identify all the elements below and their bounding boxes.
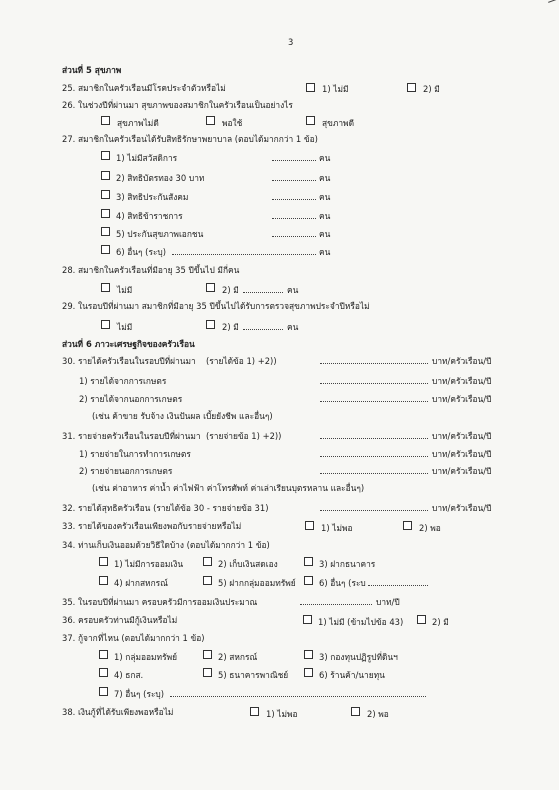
q27-blank-2[interactable]: [272, 174, 316, 181]
q36-option-1: 1) ไม่มี (ข้ามไปข้อ 43): [318, 617, 404, 627]
q28-text: 28. สมาชิกในครัวเรือนที่มีอายุ 35 ปีขึ้นไป มีกี่คน: [62, 265, 240, 275]
q31-sub-1-blank[interactable]: [320, 450, 428, 457]
q27-option-3: 3) สิทธิประกันสังคม: [116, 192, 189, 202]
q27-unit-6: คน: [319, 247, 331, 257]
q27-blank-5[interactable]: [272, 230, 316, 237]
q31-total-blank[interactable]: [320, 432, 428, 439]
q27-option-2: 2) สิทธิบัตรทอง 30 บาท: [116, 173, 205, 183]
q27-text: 27. สมาชิกในครัวเรือนได้รับสิทธิรักษาพยาบาล (ตอบได้มากกว่า 1 ข้อ): [62, 134, 318, 144]
q27-checkbox-2[interactable]: [101, 171, 110, 180]
q29-checkbox-1[interactable]: [101, 320, 110, 329]
q28-option-2: 2) มี: [222, 285, 239, 295]
q28-checkbox-2[interactable]: [206, 283, 215, 292]
q26-text: 26. ในช่วงปีที่ผ่านมา สุขภาพของสมาชิกในครัวเรือนเป็นอย่างไร: [62, 100, 293, 110]
q34-other-blank[interactable]: [368, 579, 428, 586]
q27-checkbox-1[interactable]: [101, 151, 110, 160]
section-6-title: ส่วนที่ 6 ภาวะเศรษฐกิจของครัวเรือน: [62, 339, 195, 349]
q32-text: 32. รายได้สุทธิครัวเรือน (รายได้ข้อ 30 - รายจ่ายข้อ 31): [62, 503, 269, 513]
q36-option-2: 2) มี: [432, 617, 449, 627]
q31-text: 31. รายจ่ายครัวเรือนในรอบปีที่ผ่านมา: [62, 431, 201, 441]
q31-note: (รายจ่ายข้อ 1) +2)): [206, 431, 282, 441]
q28-blank[interactable]: [243, 286, 283, 293]
q38-option-1: 1) ไม่พอ: [266, 709, 298, 719]
q38-text: 38. เงินกู้ที่ได้รับเพียงพอหรือไม่: [62, 707, 174, 717]
q32-blank[interactable]: [320, 504, 428, 511]
scan-mark: [548, 0, 559, 8]
q37-checkbox-2[interactable]: [203, 650, 212, 659]
q31-unit: บาท/ครัวเรือน/ปี: [432, 431, 492, 441]
q31-sub-2-unit: บาท/ครัวเรือน/ปี: [432, 466, 492, 476]
q29-unit: คน: [287, 322, 299, 332]
q28-checkbox-1[interactable]: [101, 283, 110, 292]
q31-sub-1-unit: บาท/ครัวเรือน/ปี: [432, 449, 492, 459]
q27-checkbox-5[interactable]: [101, 227, 110, 236]
q29-blank[interactable]: [243, 323, 283, 330]
q30-text: 30. รายได้ครัวเรือนในรอบปีที่ผ่านมา: [62, 356, 196, 366]
q34-checkbox-2[interactable]: [203, 557, 212, 566]
q37-text: 37. กู้จากที่ไหน (ตอบได้มากกว่า 1 ข้อ): [62, 633, 205, 643]
q28-option-1: ไม่มี: [117, 285, 133, 295]
q35-unit: บาท/ปี: [376, 597, 400, 607]
q27-unit-1: คน: [319, 153, 331, 163]
q33-checkbox-2[interactable]: [403, 521, 412, 530]
q27-option-5: 5) ประกันสุขภาพเอกชน: [116, 229, 204, 239]
q27-checkbox-3[interactable]: [101, 190, 110, 199]
q26-option-2: พอใช้: [222, 118, 243, 128]
q37-option-5: 5) ธนาคารพาณิชย์: [218, 670, 289, 680]
q25-option-2: 2) มี: [423, 84, 440, 94]
q38-checkbox-1[interactable]: [250, 707, 259, 716]
q30-sub-2-unit: บาท/ครัวเรือน/ปี: [432, 394, 492, 404]
q27-other-blank[interactable]: [172, 248, 316, 255]
q29-option-1: ไม่มี: [117, 322, 133, 332]
q30-unit: บาท/ครัวเรือน/ปี: [432, 356, 492, 366]
q31-example: (เช่น ค่าอาหาร ค่าน้ำ ค่าไฟฟ้า ค่าโทรศัพท์ ค่าเล่าเรียนบุตรหลาน และอื่นๆ): [92, 483, 365, 493]
q30-sub-2: 2) รายได้จากนอกการเกษตร: [79, 394, 183, 404]
q27-checkbox-6[interactable]: [101, 245, 110, 254]
q32-unit: บาท/ครัวเรือน/ปี: [432, 503, 492, 513]
q37-option-2: 2) สหกรณ์: [218, 652, 258, 662]
q34-option-6: 6) อื่นๆ (ระบ: [319, 578, 366, 588]
q33-text: 33. รายได้ของครัวเรือนเพียงพอกับรายจ่ายหรือไม่: [62, 521, 242, 531]
q26-option-1: สุขภาพไม่ดี: [117, 118, 159, 128]
q28-unit: คน: [287, 285, 299, 295]
q37-checkbox-5[interactable]: [203, 668, 212, 677]
q37-checkbox-1[interactable]: [99, 650, 108, 659]
q30-total-blank[interactable]: [320, 357, 428, 364]
q27-option-1: 1) ไม่มีสวัสดิการ: [116, 153, 178, 163]
q37-other-blank[interactable]: [170, 690, 426, 697]
q25-option-1: 1) ไม่มี: [322, 84, 349, 94]
q37-option-4: 4) ธกส.: [114, 670, 144, 680]
q29-text: 29. ในรอบปีที่ผ่านมา สมาชิกที่มีอายุ 35 ปีขึ้นไปได้รับการตรวจสุขภาพประจำปีหรือไม่: [62, 301, 370, 311]
q26-option-3: สุขภาพดี: [322, 118, 355, 128]
q34-option-4: 4) ฝากสหกรณ์: [114, 578, 168, 588]
q29-option-2: 2) มี: [222, 322, 239, 332]
q29-checkbox-2[interactable]: [206, 320, 215, 329]
q27-unit-4: คน: [319, 211, 331, 221]
q30-example: (เช่น ค้าขาย รับจ้าง เงินปันผล เบี้ยยังชีพ และอื่นๆ): [92, 411, 273, 421]
q27-blank-1[interactable]: [272, 154, 316, 161]
q27-unit-5: คน: [319, 229, 331, 239]
q30-sub-1-unit: บาท/ครัวเรือน/ปี: [432, 376, 492, 386]
q27-checkbox-4[interactable]: [101, 209, 110, 218]
q36-checkbox-2[interactable]: [417, 615, 426, 624]
q37-checkbox-3[interactable]: [304, 650, 313, 659]
q34-option-1: 1) ไม่มีการออมเงิน: [114, 559, 184, 569]
q27-unit-3: คน: [319, 192, 331, 202]
q34-checkbox-6[interactable]: [304, 576, 313, 585]
q25-checkbox-2[interactable]: [407, 83, 416, 92]
section-5-title: ส่วนที่ 5 สุขภาพ: [62, 65, 122, 75]
q38-checkbox-2[interactable]: [351, 707, 360, 716]
q27-blank-4[interactable]: [272, 212, 316, 219]
q37-option-7: 7) อื่นๆ (ระบุ): [114, 689, 165, 699]
q37-option-6: 6) ร้านค้า/นายทุน: [319, 670, 385, 680]
q34-option-5: 5) ฝากกลุ่มออมทรัพย์: [218, 578, 296, 588]
q27-option-4: 4) สิทธิข้าราชการ: [116, 211, 183, 221]
q30-note: (รายได้ข้อ 1) +2)): [206, 356, 277, 366]
q37-checkbox-7[interactable]: [99, 687, 108, 696]
q25-text: 25. สมาชิกในครัวเรือนมีโรคประจำตัวหรือไม่: [62, 83, 226, 93]
q36-checkbox-1[interactable]: [303, 615, 312, 624]
q37-option-1: 1) กลุ่มออมทรัพย์: [114, 652, 178, 662]
q26-checkbox-1[interactable]: [101, 116, 110, 125]
q31-sub-1: 1) รายจ่ายในการทำการเกษตร: [79, 449, 191, 459]
q31-sub-2-blank[interactable]: [320, 467, 428, 474]
q30-sub-2-blank[interactable]: [320, 395, 428, 402]
q27-option-6: 6) อื่นๆ (ระบุ): [116, 247, 167, 257]
q36-text: 36. ครอบครัวท่านมีกู้เงินหรือไม่: [62, 615, 178, 625]
q25-checkbox-1[interactable]: [306, 83, 315, 92]
q33-option-2: 2) พอ: [419, 523, 441, 533]
q34-checkbox-3[interactable]: [304, 557, 313, 566]
q33-option-1: 1) ไม่พอ: [321, 523, 353, 533]
q34-checkbox-1[interactable]: [99, 557, 108, 566]
q31-sub-2: 2) รายจ่ายนอกการเกษตร: [79, 466, 173, 476]
q26-checkbox-2[interactable]: [206, 116, 215, 125]
q33-checkbox-1[interactable]: [305, 521, 314, 530]
q37-option-3: 3) กองทุนปฏิรูปที่ดินฯ: [319, 652, 398, 662]
q35-text: 35. ในรอบปีที่ผ่านมา ครอบครัวมีการออมเงินประมาณ: [62, 597, 258, 607]
q30-sub-1-blank[interactable]: [320, 377, 428, 384]
q34-option-2: 2) เก็บเงินสดเอง: [218, 559, 278, 569]
q38-option-2: 2) พอ: [367, 709, 389, 719]
page-number: 3: [288, 37, 294, 47]
q37-checkbox-4[interactable]: [99, 668, 108, 677]
q37-checkbox-6[interactable]: [304, 668, 313, 677]
q27-blank-3[interactable]: [272, 193, 316, 200]
q34-option-3: 3) ฝากธนาคาร: [319, 559, 376, 569]
q35-blank[interactable]: [300, 598, 372, 605]
q34-checkbox-4[interactable]: [99, 576, 108, 585]
q26-checkbox-3[interactable]: [306, 116, 315, 125]
q34-checkbox-5[interactable]: [203, 576, 212, 585]
q30-sub-1: 1) รายได้จากการเกษตร: [79, 376, 167, 386]
q27-unit-2: คน: [319, 173, 331, 183]
q34-text: 34. ท่านเก็บเงินออมด้วยวิธีใดบ้าง (ตอบได้มากกว่า 1 ข้อ): [62, 540, 270, 550]
